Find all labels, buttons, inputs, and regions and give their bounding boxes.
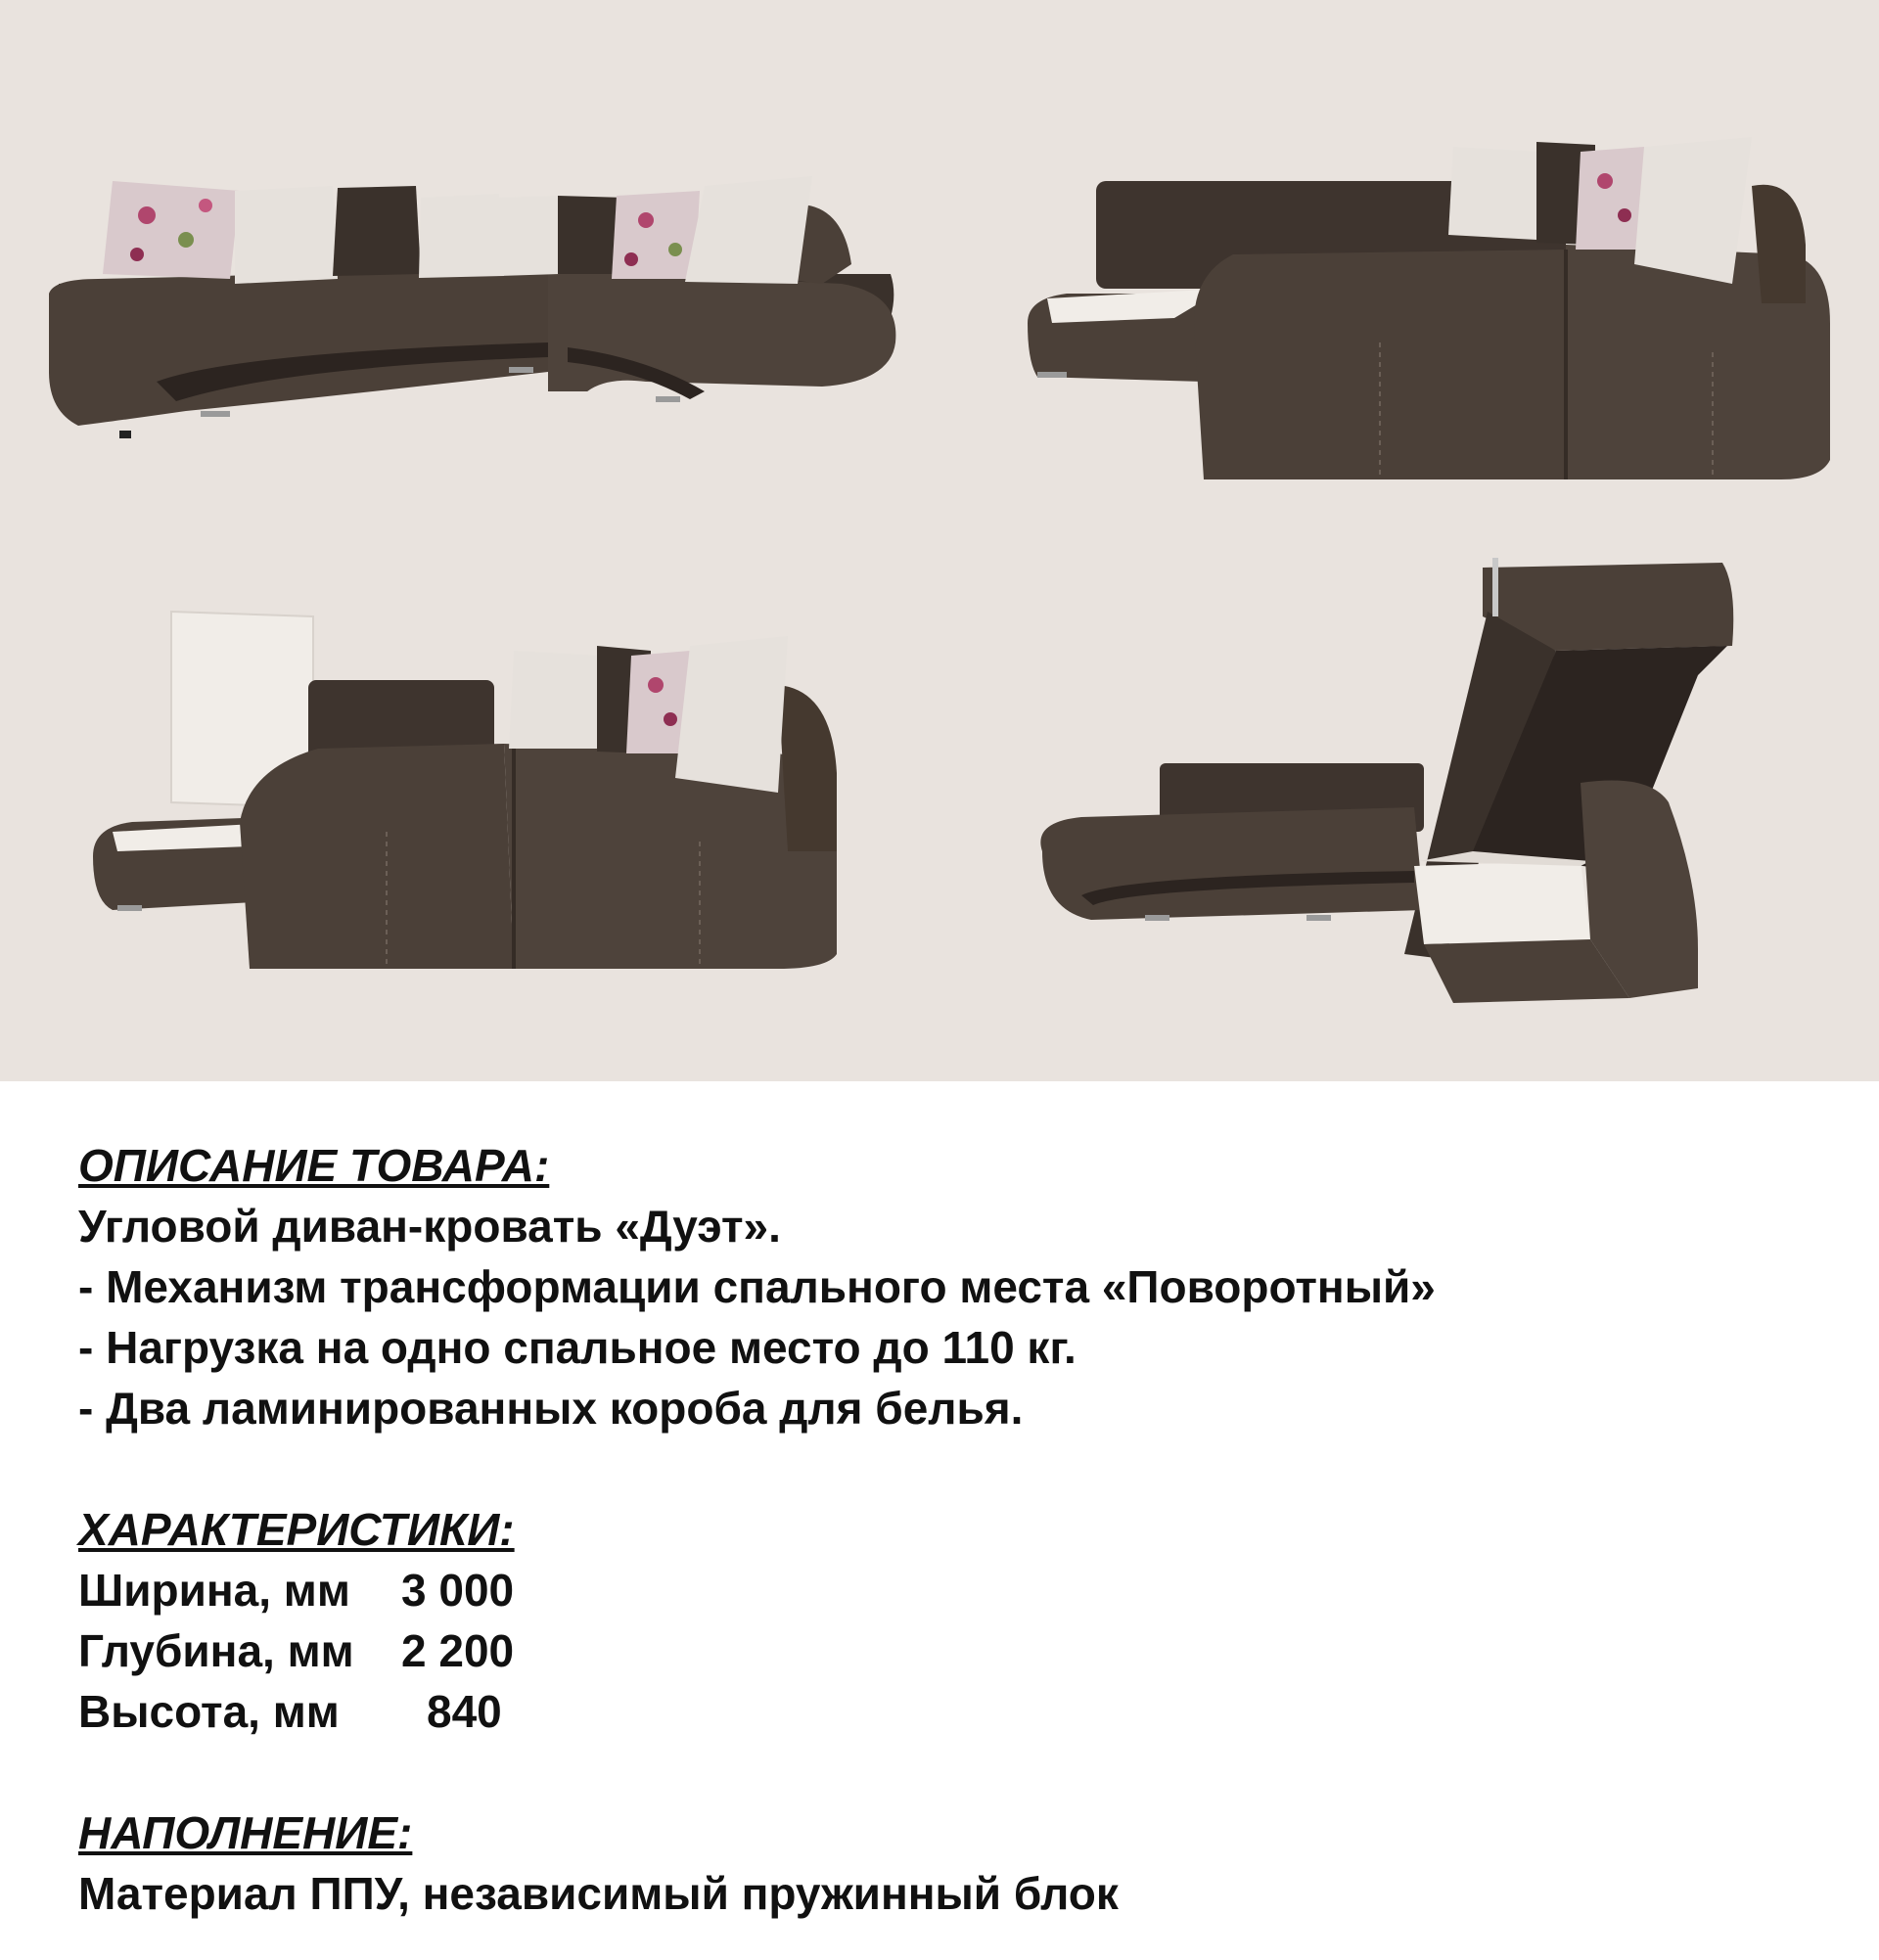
description-line-boxes: - Два ламинированных короба для белья.: [78, 1383, 1024, 1434]
spec-row-depth: [78, 1620, 1820, 1681]
spec-value: 3 000: [401, 1565, 515, 1616]
photo-sofa-bed-box-open: [93, 607, 866, 988]
spec-value: 2 200: [401, 1625, 515, 1676]
specs-heading: ХАРАКТЕРИСТИКИ:: [78, 1504, 515, 1555]
filling-heading: НАПОЛНЕНИЕ:: [78, 1807, 413, 1858]
photo-sofa-storage-open: [1023, 558, 1757, 1008]
description-line-title: Угловой диван-кровать «Дуэт».: [78, 1201, 781, 1252]
spec-value: 840: [427, 1686, 502, 1737]
spec-label: Высота, мм: [78, 1686, 340, 1737]
product-description-text: [78, 1135, 1820, 1924]
spec-label: Глубина, мм: [78, 1625, 354, 1676]
corner-sofa-assembled-icon: [39, 147, 910, 460]
sofa-storage-lift-open-icon: [1023, 558, 1757, 1008]
photo-sofa-bed-unfolded: [1008, 127, 1850, 489]
spec-row-height: [78, 1681, 1820, 1742]
sofa-bed-unfolded-icon: [1008, 127, 1850, 489]
filling-text: Материал ППУ, независимый пружинный блок: [78, 1868, 1119, 1919]
description-heading: ОПИСАНИЕ ТОВАРА:: [78, 1140, 550, 1191]
description-line-mechanism: - Механизм трансформации спального места «Поворотный»: [78, 1261, 1436, 1312]
sofa-bed-box-open-icon: [93, 607, 866, 988]
spec-row-width: [78, 1560, 1820, 1620]
description-line-load: - Нагрузка на одно спальное место до 110 кг.: [78, 1322, 1077, 1373]
photo-corner-sofa: [39, 147, 910, 460]
spec-label: Ширина, мм: [78, 1565, 350, 1616]
